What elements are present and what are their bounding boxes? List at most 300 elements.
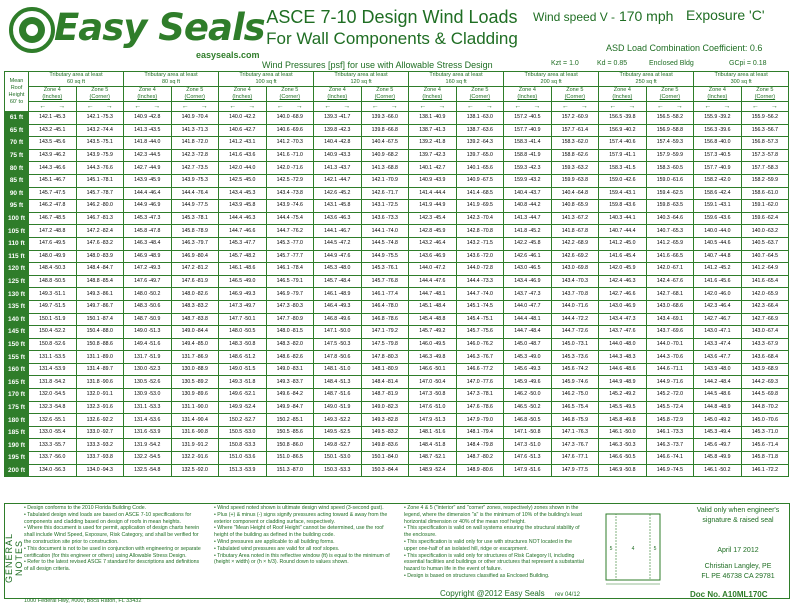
arrow-header xyxy=(409,102,457,112)
pressure-cell: 144.4 -47.6 xyxy=(409,275,457,288)
pressure-cell: 149.3 -83.7 xyxy=(266,376,314,389)
pressure-cell: 143.9 -74.6 xyxy=(266,200,314,213)
zone-sub: (Inches) xyxy=(517,94,538,100)
pressure-cell: 141.6 -45.4 xyxy=(599,250,647,263)
pressure-cell: 131.4 -89.7 xyxy=(76,363,124,376)
zone-label: Zone 5 xyxy=(186,87,204,93)
title-block xyxy=(252,6,532,49)
pressure-cell: 147.0 -50.4 xyxy=(409,376,457,389)
arrow-left-icon: ← xyxy=(324,103,332,110)
pressure-cell: 131.4 -90.4 xyxy=(171,414,219,427)
pressure-cell: 145.8 -47.8 xyxy=(124,225,172,238)
pressure-cell: 143.5 -45.6 xyxy=(29,137,77,150)
pressure-cell: 146.2 -47.8 xyxy=(29,200,77,213)
pressure-cell: 130.9 -89.6 xyxy=(171,389,219,402)
pressure-cell: 145.3 -78.1 xyxy=(171,212,219,225)
pressure-cell: 132.2 -54.5 xyxy=(124,452,172,465)
pressure-cell: 150.2 -52.7 xyxy=(219,414,267,427)
note-item: • Plus (+) & minus (-) signs signify pressures acting toward & away from the exterior component or cladding surface, respectively. xyxy=(214,511,388,525)
pressure-cell: 141.3 -44.7 xyxy=(504,212,552,225)
row-height: 175 ft xyxy=(5,401,29,414)
pressure-cell: 146.9 -48.9 xyxy=(124,250,172,263)
pressure-cell: 132.0 -54.5 xyxy=(29,389,77,402)
pressure-cell: 156.3 -56.7 xyxy=(741,124,789,137)
pressure-cell: 150.1 -51.9 xyxy=(29,313,77,326)
pressure-cell: 146.0 -76.2 xyxy=(456,338,504,351)
pressure-cell: 146.2 -75.0 xyxy=(551,389,599,402)
pressure-cell: 138.1 -63.0 xyxy=(456,112,504,125)
pressure-cell: 158.8 -41.9 xyxy=(504,149,552,162)
table-row xyxy=(5,162,789,175)
pressure-cell: 146.5 -75.4 xyxy=(551,401,599,414)
pressure-cell: 139.3 -66.0 xyxy=(361,112,409,125)
pressure-cell: 142.2 -68.9 xyxy=(551,237,599,250)
pressure-cell: 142.0 -67.1 xyxy=(646,263,694,276)
area-value: 100 sq ft xyxy=(255,79,277,85)
pressure-cell: 148.7 -81.9 xyxy=(361,389,409,402)
arrow-header xyxy=(504,102,552,112)
note-item: • Wind pressures are applicable to all building forms. xyxy=(214,538,335,545)
pressure-cell: 158.3 -41.5 xyxy=(599,162,647,175)
arrow-left-icon: ← xyxy=(514,103,522,110)
pressure-cell: 157.3 -40.5 xyxy=(694,149,742,162)
pressure-cell: 131.8 -90.6 xyxy=(76,376,124,389)
pressure-cell: 142.2 -45.8 xyxy=(504,237,552,250)
pressure-cell: 144.4 -73.3 xyxy=(456,275,504,288)
table-row xyxy=(5,313,789,326)
zone-5-header xyxy=(741,87,789,102)
pressure-cell: 144.2 -69.3 xyxy=(741,376,789,389)
pressure-cell: 144.4 -72.2 xyxy=(551,313,599,326)
pressure-cell: 140.4 -64.8 xyxy=(551,187,599,200)
pressure-cell: 146.1 -50.2 xyxy=(694,464,742,477)
pressure-cell: 130.9 -53.0 xyxy=(124,389,172,402)
pressure-cell: 148.4 -51.8 xyxy=(409,439,457,452)
logo xyxy=(8,2,270,64)
table-row xyxy=(5,112,789,125)
pressure-cell: 148.1 -51.0 xyxy=(314,363,362,376)
pressure-cell: 150.2 -85.1 xyxy=(266,414,314,427)
table-row xyxy=(5,351,789,364)
pressure-cell: 145.3 -49.0 xyxy=(504,351,552,364)
pressure-cell: 148.7 -80.2 xyxy=(456,452,504,465)
pressure-cell: 155.9 -39.2 xyxy=(694,112,742,125)
pressure-cell: 143.0 -67.4 xyxy=(741,326,789,339)
pressure-cell: 157.9 -41.1 xyxy=(599,149,647,162)
svg-text:5: 5 xyxy=(653,546,657,552)
pressure-cell: 141.9 -69.5 xyxy=(456,200,504,213)
table-row xyxy=(5,187,789,200)
pressure-cell: 147.6 -51.0 xyxy=(409,401,457,414)
pressure-cell: 151.3 -87.0 xyxy=(266,464,314,477)
pressure-cell: 146.0 -49.5 xyxy=(409,338,457,351)
row-height: 165 ft xyxy=(5,376,29,389)
table-row xyxy=(5,414,789,427)
pressure-cell: 147.6 -77.1 xyxy=(551,452,599,465)
pressure-cell: 142.8 -45.9 xyxy=(409,225,457,238)
pressure-cell: 150.1 -53.0 xyxy=(314,452,362,465)
row-height: 75 ft xyxy=(5,149,29,162)
zone-sub: (Corner) xyxy=(564,94,586,100)
zone-4-header xyxy=(599,87,647,102)
pressure-cell: 144.1 -74.0 xyxy=(361,225,409,238)
pressure-cell: 148.4 -81.4 xyxy=(361,376,409,389)
zone-4-header xyxy=(29,87,77,102)
pressure-cell: 141.2 -65.9 xyxy=(646,237,694,250)
row-height: 145 ft xyxy=(5,326,29,339)
pressure-cell: 141.8 -67.8 xyxy=(551,225,599,238)
pressure-cell: 145.5 -72.4 xyxy=(646,401,694,414)
pressure-cell: 158.3 -41.4 xyxy=(504,137,552,150)
pressure-cell: 159.8 -43.6 xyxy=(599,200,647,213)
pressure-cell: 147.3 -80.3 xyxy=(266,300,314,313)
note-item: • This specification is valid on wall systems ensuring the structural stability of the enclosure. xyxy=(404,525,580,539)
pressure-cell: 143.9 -48.0 xyxy=(694,363,742,376)
tributary-label: Tributary area at least xyxy=(239,72,293,78)
pressure-cell: 131.6 -90.8 xyxy=(171,426,219,439)
pressure-cell: 146.8 -49.6 xyxy=(314,313,362,326)
table-row xyxy=(5,174,789,187)
pressure-cell: 146.3 -76.7 xyxy=(456,351,504,364)
pressure-cell: 145.8 -72.9 xyxy=(646,414,694,427)
note-item: • Refer to the latest revised ASCE 7 standard for descriptions and definitions of all design criteria. xyxy=(24,559,200,573)
row-height: 65 ft xyxy=(5,124,29,137)
pressure-cell: 145.9 -49.6 xyxy=(504,376,552,389)
zone-sub: (Corner) xyxy=(184,94,206,100)
pressure-cell: 142.0 -46.0 xyxy=(694,288,742,301)
arrow-left-icon: ← xyxy=(371,103,379,110)
zone-label: Zone 4 xyxy=(233,87,251,93)
pressure-cell: 141.2 -70.3 xyxy=(266,137,314,150)
pressure-cell: 149.7 -51.5 xyxy=(29,300,77,313)
pressure-cell: 144.5 -48.6 xyxy=(694,389,742,402)
pressure-cell: 145.7 -48.2 xyxy=(219,250,267,263)
zone-4-header xyxy=(694,87,742,102)
pressure-cell: 144.0 -47.2 xyxy=(409,263,457,276)
arrow-left-icon: ← xyxy=(656,103,664,110)
pressure-cell: 132.3 -91.6 xyxy=(76,401,124,414)
pressure-cell: 142.3 -45.4 xyxy=(409,212,457,225)
pressure-cell: 150.8 -86.0 xyxy=(266,439,314,452)
table-row xyxy=(5,250,789,263)
pressure-cell: 140.1 -42.7 xyxy=(409,162,457,175)
pressure-cell: 148.0 -49.9 xyxy=(29,250,77,263)
zone-label: Zone 5 xyxy=(281,87,299,93)
note-item: • Design is based on structures classified as Enclosed Building. xyxy=(404,572,550,579)
pressure-cell: 144.0 -48.0 xyxy=(599,338,647,351)
row-height: 130 ft xyxy=(5,288,29,301)
pressure-cell: 140.1 -65.6 xyxy=(456,162,504,175)
pressure-cell: 145.9 -74.6 xyxy=(551,376,599,389)
pressure-cell: 156.5 -58.2 xyxy=(646,112,694,125)
pressure-cell: 140.8 -65.9 xyxy=(551,200,599,213)
pressure-cell: 150.8 -88.6 xyxy=(76,338,124,351)
pressure-cell: 141.6 -65.4 xyxy=(741,275,789,288)
area-value: 80 sq ft xyxy=(162,79,181,85)
zone-5-header xyxy=(171,87,219,102)
pressure-cell: 143.9 -45.9 xyxy=(124,174,172,187)
pressure-cell: 142.0 -44.0 xyxy=(219,162,267,175)
pressure-cell: 156.8 -40.0 xyxy=(694,137,742,150)
table-row xyxy=(5,389,789,402)
pressure-cell: 144.0 -70.1 xyxy=(646,338,694,351)
pressure-cell: 148.9 -52.4 xyxy=(409,464,457,477)
area-header xyxy=(314,72,409,87)
arrow-header xyxy=(314,102,362,112)
pressure-cell: 156.9 -40.2 xyxy=(599,124,647,137)
exposure: Exposure 'C' xyxy=(686,7,765,23)
pressure-cell: 143.0 -47.1 xyxy=(694,326,742,339)
title-line-1: ASCE 7-10 Design Wind Loads xyxy=(266,7,518,27)
pressure-cell: 133.0 -92.7 xyxy=(76,426,124,439)
pressure-cell: 148.0 -81.5 xyxy=(266,326,314,339)
pressure-cell: 143.0 -69.8 xyxy=(551,263,599,276)
pressure-cell: 144.9 -71.6 xyxy=(646,376,694,389)
pressure-cell: 141.9 -44.9 xyxy=(409,200,457,213)
pressure-cell: 149.5 -83.2 xyxy=(361,426,409,439)
pressure-cell: 142.3 -44.5 xyxy=(124,149,172,162)
arrow-right-icon: → xyxy=(723,103,731,110)
pressure-cell: 141.3 -43.5 xyxy=(124,124,172,137)
pressure-cell: 131.9 -54.2 xyxy=(124,439,172,452)
pressure-cell: 143.6 -73.3 xyxy=(361,212,409,225)
pressure-cell: 140.9 -42.8 xyxy=(124,112,172,125)
pressure-cell: 140.9 -67.5 xyxy=(456,174,504,187)
arrow-header xyxy=(551,102,599,112)
pressure-cell: 149.7 -86.7 xyxy=(76,300,124,313)
pressure-cell: 143.7 -70.8 xyxy=(551,288,599,301)
pressure-cell: 145.3 -71.0 xyxy=(741,426,789,439)
pressure-cell: 144.3 -48.3 xyxy=(599,351,647,364)
pressure-cell: 159.0 -42.6 xyxy=(599,174,647,187)
pressure-cell: 144.0 -47.7 xyxy=(504,300,552,313)
zone-label: Zone 4 xyxy=(43,87,61,93)
pressure-cell: 143.1 -45.8 xyxy=(314,200,362,213)
area-header xyxy=(694,72,789,87)
pressure-cell: 149.3 -86.1 xyxy=(76,288,124,301)
logo-brand: Easy Seals xyxy=(54,6,265,49)
pressure-cell: 140.6 -69.6 xyxy=(266,124,314,137)
zone-5-header xyxy=(551,87,599,102)
pressure-cell: 131.1 -53.3 xyxy=(124,401,172,414)
pressure-cell: 147.3 -50.8 xyxy=(409,389,457,402)
pressure-cell: 147.6 -81.9 xyxy=(171,275,219,288)
pressure-cell: 143.6 -46.3 xyxy=(314,212,362,225)
pressure-cell: 144.9 -47.6 xyxy=(314,250,362,263)
pressure-cell: 141.2 -64.9 xyxy=(741,263,789,276)
row-height: 150 ft xyxy=(5,338,29,351)
pressure-cell: 146.1 -78.4 xyxy=(266,263,314,276)
zone-sub: (Inches) xyxy=(327,94,348,100)
pressure-cell: 148.0 -50.5 xyxy=(219,326,267,339)
pressure-cell: 140.5 -63.7 xyxy=(741,237,789,250)
notes-column-2 xyxy=(214,505,398,566)
table-row xyxy=(5,275,789,288)
zone-4-header xyxy=(504,87,552,102)
arrow-right-icon: → xyxy=(533,103,541,110)
pressure-cell: 139.2 -64.3 xyxy=(456,137,504,150)
pressure-cell: 134.0 -56.3 xyxy=(29,464,77,477)
pressure-cell: 148.0 -82.6 xyxy=(171,288,219,301)
pressure-cell: 145.3 -47.3 xyxy=(124,212,172,225)
pressure-cell: 143.2 -74.4 xyxy=(76,124,124,137)
area-header xyxy=(124,72,219,87)
zone-label: Zone 4 xyxy=(328,87,346,93)
pressure-cell: 140.9 -68.2 xyxy=(361,149,409,162)
pressure-cell: 140.7 -65.3 xyxy=(646,225,694,238)
row-height: 180 ft xyxy=(5,414,29,427)
pressure-cell: 140.5 -44.6 xyxy=(694,237,742,250)
note-item: • Where this document is used for permit, application of design charts herein shall include Wind Speed, Exposure, Risk Category, and shall be verified for the construction site prior to construction. xyxy=(24,525,200,545)
pressure-cell: 146.5 -49.0 xyxy=(219,275,267,288)
pressure-cell: 159.3 -42.3 xyxy=(504,162,552,175)
pressure-cell: 139.8 -42.3 xyxy=(314,124,362,137)
pressure-cell: 150.5 -85.6 xyxy=(266,426,314,439)
pressure-cell: 142.7 -44.9 xyxy=(124,162,172,175)
pressure-cell: 146.4 -78.0 xyxy=(361,300,409,313)
row-height: 80 ft xyxy=(5,162,29,175)
pressure-cell: 144.9 -77.5 xyxy=(171,200,219,213)
pressure-cell: 149.0 -82.3 xyxy=(361,401,409,414)
pressure-cell: 144.9 -48.9 xyxy=(599,376,647,389)
arrow-header xyxy=(76,102,124,112)
zone-sub: (Inches) xyxy=(42,94,63,100)
pressure-cell: 145.0 -73.1 xyxy=(551,338,599,351)
pressure-cell: 132.0 -91.1 xyxy=(76,389,124,402)
table-row xyxy=(5,212,789,225)
area-value: 200 sq ft xyxy=(540,79,562,85)
pressure-cell: 143.2 -71.5 xyxy=(456,237,504,250)
zone-label: Zone 4 xyxy=(708,87,726,93)
pressure-cell: 131.9 -91.2 xyxy=(171,439,219,452)
notes-column-3 xyxy=(404,505,584,580)
pressure-cell: 140.7 -64.5 xyxy=(741,250,789,263)
pressure-cell: 142.0 -45.9 xyxy=(599,263,647,276)
pressure-cell: 132.5 -92.0 xyxy=(171,464,219,477)
pressure-cell: 150.8 -53.3 xyxy=(219,439,267,452)
asd-coefficient: ASD Load Combination Coefficient: 0.6 xyxy=(606,43,763,53)
arrow-left-icon: ← xyxy=(704,103,712,110)
pressure-cell: 142.1 -45.3 xyxy=(29,112,77,125)
pressure-cell: 142.8 -70.8 xyxy=(456,225,504,238)
pressure-cell: 150.8 -52.6 xyxy=(29,338,77,351)
pressure-cell: 147.6 -49.5 xyxy=(29,237,77,250)
pressure-cell: 147.3 -76.7 xyxy=(551,439,599,452)
pressure-cell: 146.9 -50.8 xyxy=(599,464,647,477)
zone-sub: (Corner) xyxy=(754,94,776,100)
area-header xyxy=(409,72,504,87)
zone-5-header xyxy=(76,87,124,102)
pressure-cell: 145.3 -49.4 xyxy=(694,426,742,439)
tributary-label: Tributary area at least xyxy=(524,72,578,78)
pressure-cell: 142.7 -68.1 xyxy=(646,288,694,301)
table-row xyxy=(5,338,789,351)
area-header xyxy=(219,72,314,87)
pressure-cell: 145.8 -78.9 xyxy=(171,225,219,238)
tributary-label: Tributary area at least xyxy=(714,72,768,78)
pressure-cell: 144.7 -48.4 xyxy=(504,326,552,339)
pressure-cell: 146.5 -79.1 xyxy=(266,275,314,288)
arrow-header xyxy=(29,102,77,112)
pressure-cell: 140.7 -44.4 xyxy=(599,225,647,238)
arrow-left-icon: ← xyxy=(466,103,474,110)
logo-url: easyseals.com xyxy=(196,50,260,60)
pressure-cell: 149.6 -52.1 xyxy=(219,389,267,402)
arrow-header xyxy=(646,102,694,112)
pressure-cell: 149.4 -85.0 xyxy=(171,338,219,351)
arrow-right-icon: → xyxy=(628,103,636,110)
arrow-right-icon: → xyxy=(580,103,588,110)
zone-label: Zone 5 xyxy=(756,87,774,93)
pressure-cell: 159.3 -63.2 xyxy=(551,162,599,175)
table-row xyxy=(5,363,789,376)
pressure-cell: 133.3 -93.2 xyxy=(76,439,124,452)
arrow-left-icon: ← xyxy=(609,103,617,110)
note-item: • This document is not to be used in conjunction with engineering or separate certification (for this engineer or others) using Allowable Stress Design. xyxy=(24,545,201,559)
footer-revision: rev 04/12 xyxy=(555,592,581,598)
pressure-cell: 156.5 -39.8 xyxy=(599,112,647,125)
pressure-cell: 144.7 -76.2 xyxy=(266,225,314,238)
pressure-cell: 141.6 -43.6 xyxy=(219,149,267,162)
pressure-cell: 158.6 -61.0 xyxy=(741,187,789,200)
pressure-cell: 143.2 -46.4 xyxy=(409,237,457,250)
pressure-cell: 130.0 -52.3 xyxy=(124,363,172,376)
pressure-cell: 133.0 -55.4 xyxy=(29,426,77,439)
table-row xyxy=(5,426,789,439)
zone-label: Zone 4 xyxy=(518,87,536,93)
pressure-cell: 142.6 -45.2 xyxy=(314,187,362,200)
pressure-cell: 147.6 -78.6 xyxy=(456,401,504,414)
pressure-cell: 141.3 -43.7 xyxy=(314,162,362,175)
pressure-cell: 145.8 -71.8 xyxy=(741,452,789,465)
pressure-cell: 144.6 -48.6 xyxy=(599,363,647,376)
arrow-header xyxy=(741,102,789,112)
pressure-cell: 146.1 -77.4 xyxy=(361,288,409,301)
pressure-cell: 147.9 -51.6 xyxy=(504,464,552,477)
zone-label: Zone 5 xyxy=(91,87,109,93)
pressure-cell: 138.7 -41.3 xyxy=(409,124,457,137)
zone-sub: (Inches) xyxy=(232,94,253,100)
pressure-cell: 145.1 -74.5 xyxy=(456,300,504,313)
arrow-right-icon: → xyxy=(200,103,208,110)
row-height: 200 ft xyxy=(5,464,29,477)
pressure-cell: 146.6 -50.5 xyxy=(599,452,647,465)
row-height: 160 ft xyxy=(5,363,29,376)
pressure-cell: 147.2 -48.8 xyxy=(29,225,77,238)
pressure-cell: 140.0 -63.2 xyxy=(741,225,789,238)
arrow-header xyxy=(456,102,504,112)
pressure-cell: 147.3 -78.1 xyxy=(456,389,504,402)
note-item: • Tributary Area noted in this reflective window (ft) is equal to the minimum of (height × width) or (h × h/3). Round down to values shown. xyxy=(214,552,390,566)
note-item: • Wind speed noted shown is ultimate design wind speed (3-second gust). xyxy=(214,505,384,511)
pressure-cell: 146.1 -72.2 xyxy=(741,464,789,477)
pressure-cell: 144.8 -48.9 xyxy=(694,401,742,414)
arrow-header xyxy=(361,102,409,112)
pressure-cell: 144.5 -74.8 xyxy=(361,237,409,250)
pressure-cell: 149.6 -84.2 xyxy=(266,389,314,402)
pressure-cell: 148.0 -83.9 xyxy=(76,250,124,263)
pressure-cell: 149.3 -52.2 xyxy=(314,414,362,427)
pressure-cell: 132.6 -92.2 xyxy=(76,414,124,427)
pressure-cell: 144.4 -48.1 xyxy=(504,313,552,326)
pressure-cell: 144.3 -76.6 xyxy=(76,162,124,175)
pressure-cell: 144.2 -48.4 xyxy=(694,376,742,389)
pressure-cell: 158.2 -42.0 xyxy=(694,174,742,187)
pressure-cell: 143.4 -47.3 xyxy=(599,313,647,326)
pressure-cell: 142.6 -71.7 xyxy=(361,187,409,200)
zone-5-header xyxy=(361,87,409,102)
cert-date: April 17 2012 xyxy=(717,547,759,554)
